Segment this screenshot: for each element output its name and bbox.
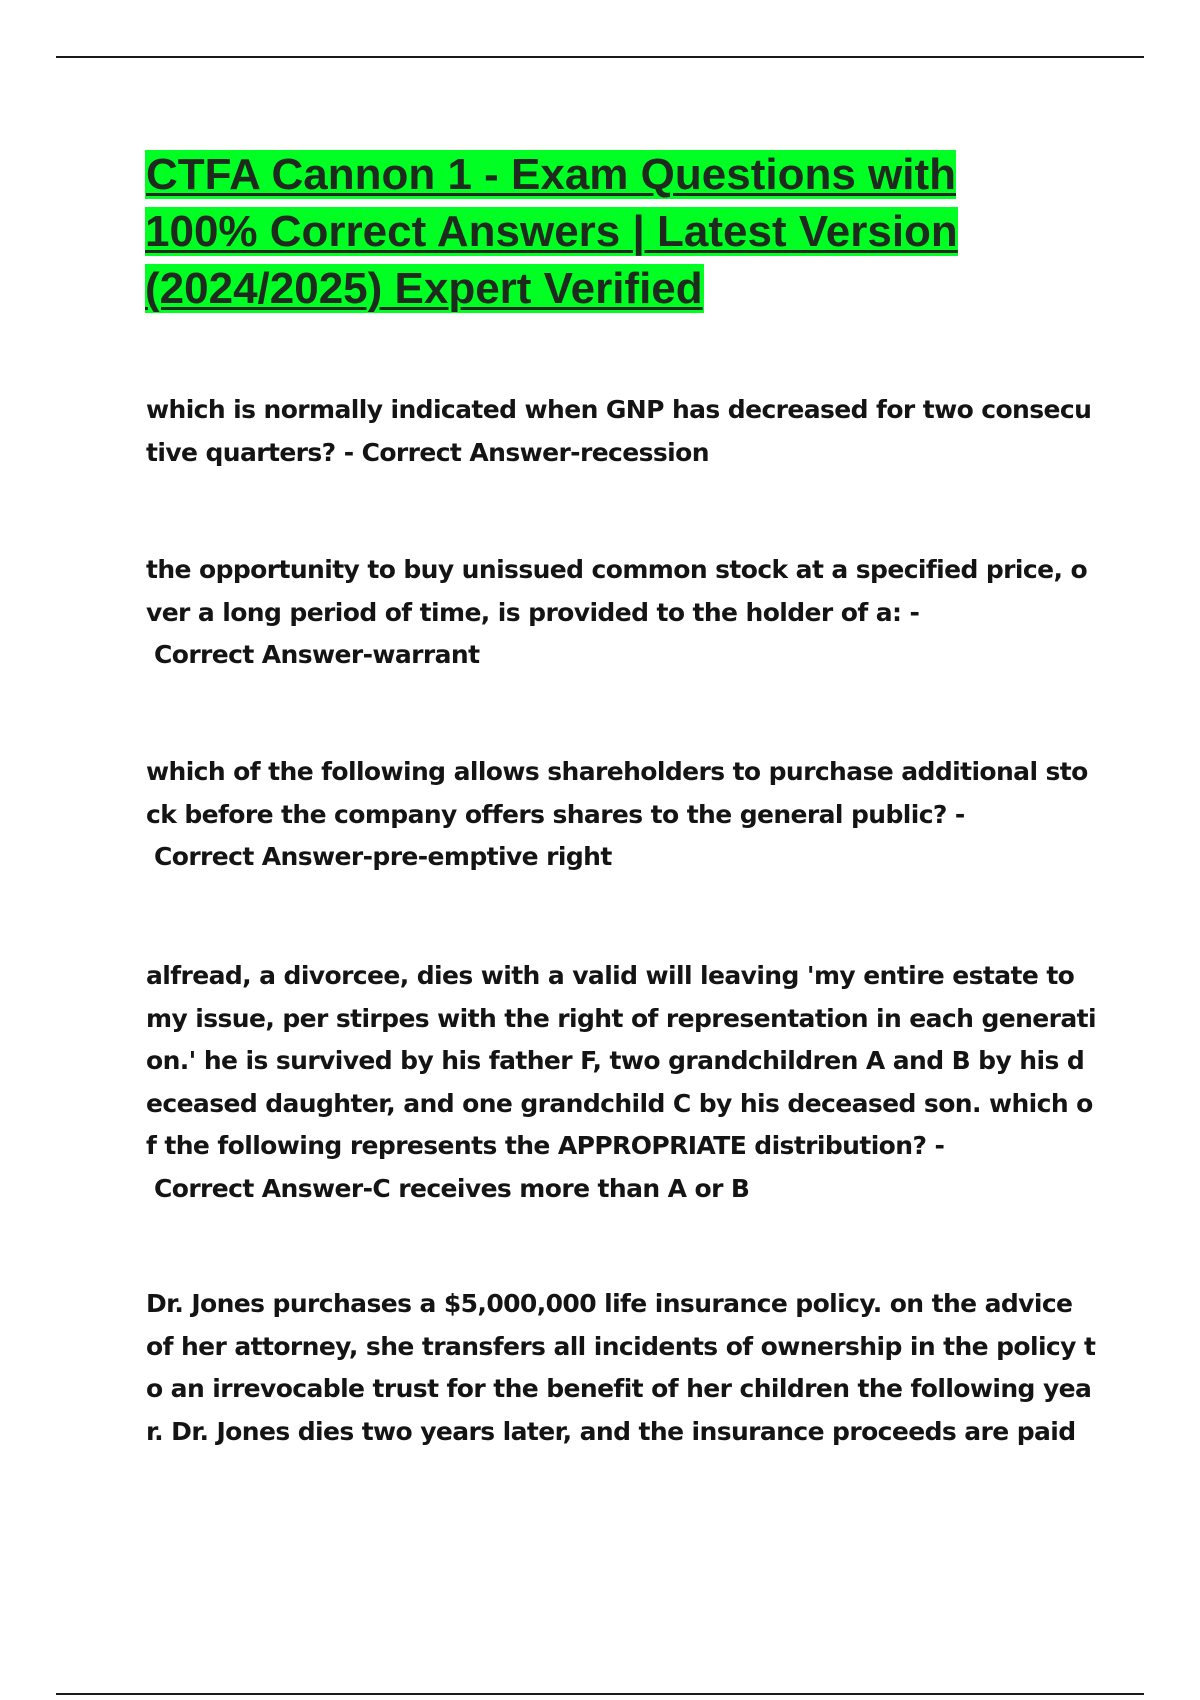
- answer-line: Correct Answer-C receives more than A or B: [154, 1173, 750, 1203]
- question-line: my issue, per stirpes with the right of representation in each generati: [146, 1003, 1096, 1033]
- answer-line: Correct Answer-warrant: [154, 640, 480, 669]
- question-line: o an irrevocable trust for the benefit of her children the following yea: [146, 1374, 1092, 1403]
- question-line: which of the following allows shareholders to purchase additional sto: [146, 757, 1088, 786]
- page-title: [145, 146, 1045, 317]
- bottom-rule: [56, 1693, 1144, 1695]
- question-line: eceased daughter, and one grandchild C by his deceased son. which o: [146, 1088, 1093, 1118]
- question-line: which is normally indicated when GNP has decreased for two consecu: [146, 395, 1092, 424]
- qa-item-4: [146, 955, 1096, 1210]
- qa-item-2: [146, 549, 1096, 677]
- question-line: the opportunity to buy unissued common stock at a specified price, o: [146, 555, 1088, 584]
- question-line: of her attorney, she transfers all incidents of ownership in the policy t: [146, 1331, 1096, 1361]
- question-line: alfread, a divorcee, dies with a valid will leaving 'my entire estate to: [146, 961, 1075, 990]
- qa-item-1: [146, 389, 1096, 474]
- question-line: r. Dr. Jones dies two years later, and the insurance proceeds are paid: [146, 1416, 1076, 1446]
- top-rule: [56, 56, 1144, 58]
- question-line: on.' he is survived by his father F, two grandchildren A and B by his d: [146, 1046, 1085, 1075]
- question-line: ver a long period of time, is provided to the holder of a: -: [146, 597, 920, 627]
- question-line: Dr. Jones purchases a $5,000,000 life insurance policy. on the advice: [146, 1289, 1073, 1318]
- qa-item-3: [146, 751, 1096, 879]
- question-line: ck before the company offers shares to the general public? -: [146, 799, 965, 829]
- question-line: tive quarters? - Correct Answer-recession: [146, 437, 709, 467]
- question-line: f the following represents the APPROPRIATE distribution? -: [146, 1131, 945, 1160]
- title-highlight: CTFA Cannon 1 - Exam Questions with 100% Correct Answers | Latest Version (2024/2025) Expert Verified: [145, 150, 958, 313]
- qa-item-5: [146, 1283, 1096, 1453]
- answer-line: Correct Answer-pre-emptive right: [154, 842, 612, 871]
